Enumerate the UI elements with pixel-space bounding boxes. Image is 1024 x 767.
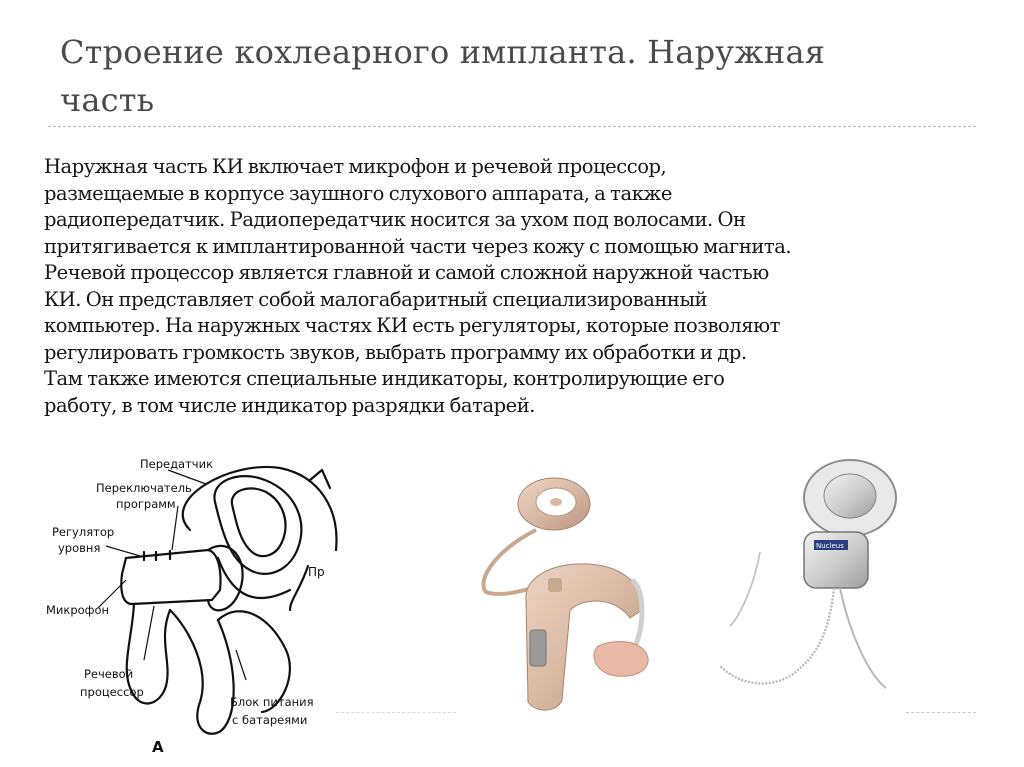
body-line: Там также имеются специальные индикаторы, контролирующие его xyxy=(44,367,725,390)
brand-label: Nucleus xyxy=(816,542,844,550)
electrode-lead xyxy=(720,588,834,683)
label-transmitter: Передатчик xyxy=(140,457,214,471)
body-line: регулировать громкость звуков, выбрать программу их обработки и др. xyxy=(44,340,747,364)
implant-svg xyxy=(700,456,910,716)
label-microphone: Микрофон xyxy=(46,603,110,617)
body-paragraph xyxy=(44,154,944,419)
ground-lead xyxy=(840,588,886,688)
label-level-1: Регулятор xyxy=(52,525,115,539)
label-program-switch-1: Переключатель xyxy=(96,481,192,495)
title-line-2: часть xyxy=(60,81,155,119)
transmitter-inner xyxy=(232,488,286,556)
leader-battery xyxy=(236,650,246,680)
bottom-divider-left xyxy=(336,712,456,713)
external-part-diagram xyxy=(40,440,340,760)
processor-svg xyxy=(466,470,666,720)
slide-title xyxy=(60,28,960,124)
body-line: Речевой процессор является главной и самой сложной наружной частью xyxy=(44,261,769,284)
processor-photo xyxy=(466,470,666,720)
label-battery-2: с батареями xyxy=(232,713,308,727)
label-processor-1: Речевой xyxy=(84,667,134,681)
ear-hook xyxy=(208,546,243,610)
diagram-svg xyxy=(40,440,340,760)
label-processor-2: процессор xyxy=(80,685,144,699)
label-cut: Пр xyxy=(308,565,325,579)
body-line: КИ. Он представляет собой малогабаритный специализированный xyxy=(44,287,708,311)
control-button xyxy=(548,578,562,592)
cut-piece xyxy=(310,470,330,488)
cable-end xyxy=(290,566,308,610)
body-line: притягивается к имплантированной части через кожу с помощью магнита. xyxy=(44,234,792,258)
body-line: радиопередатчик. Радиопередатчик носится за ухом под волосами. Он xyxy=(44,208,746,231)
implant-photo xyxy=(700,456,910,716)
ear-outline xyxy=(183,467,337,550)
transmitter-outline xyxy=(214,476,301,574)
ear-mold xyxy=(594,642,648,677)
leader-level xyxy=(106,546,140,556)
figure-letter: А xyxy=(152,738,164,756)
display-window xyxy=(530,630,546,666)
leader-processor xyxy=(144,606,154,660)
label-battery-1: Блок питания xyxy=(230,695,314,709)
coil-cable xyxy=(218,558,290,598)
body-line: компьютер. На наружных частях КИ есть регуляторы, которые позволяют xyxy=(44,314,780,337)
body-line: работу, в том числе индикатор разрядки батарей. xyxy=(44,393,536,417)
label-level-2: уровня xyxy=(58,541,101,555)
label-program-switch-2: программ xyxy=(116,497,176,511)
body-line: Наружная часть КИ включает микрофон и речевой процессор, xyxy=(44,155,667,178)
body-line: размещаемые в корпусе заушного слухового аппарата, а также xyxy=(44,181,673,205)
bottom-divider-right xyxy=(906,712,976,713)
lower-outline xyxy=(170,610,234,734)
title-line-1: Строение кохлеарного импланта. Наружная xyxy=(60,33,826,71)
coil-magnet xyxy=(550,498,562,506)
reference-lead xyxy=(730,552,760,626)
receiver-magnet xyxy=(824,474,876,518)
leader-switch xyxy=(172,506,178,550)
title-divider xyxy=(48,126,976,127)
